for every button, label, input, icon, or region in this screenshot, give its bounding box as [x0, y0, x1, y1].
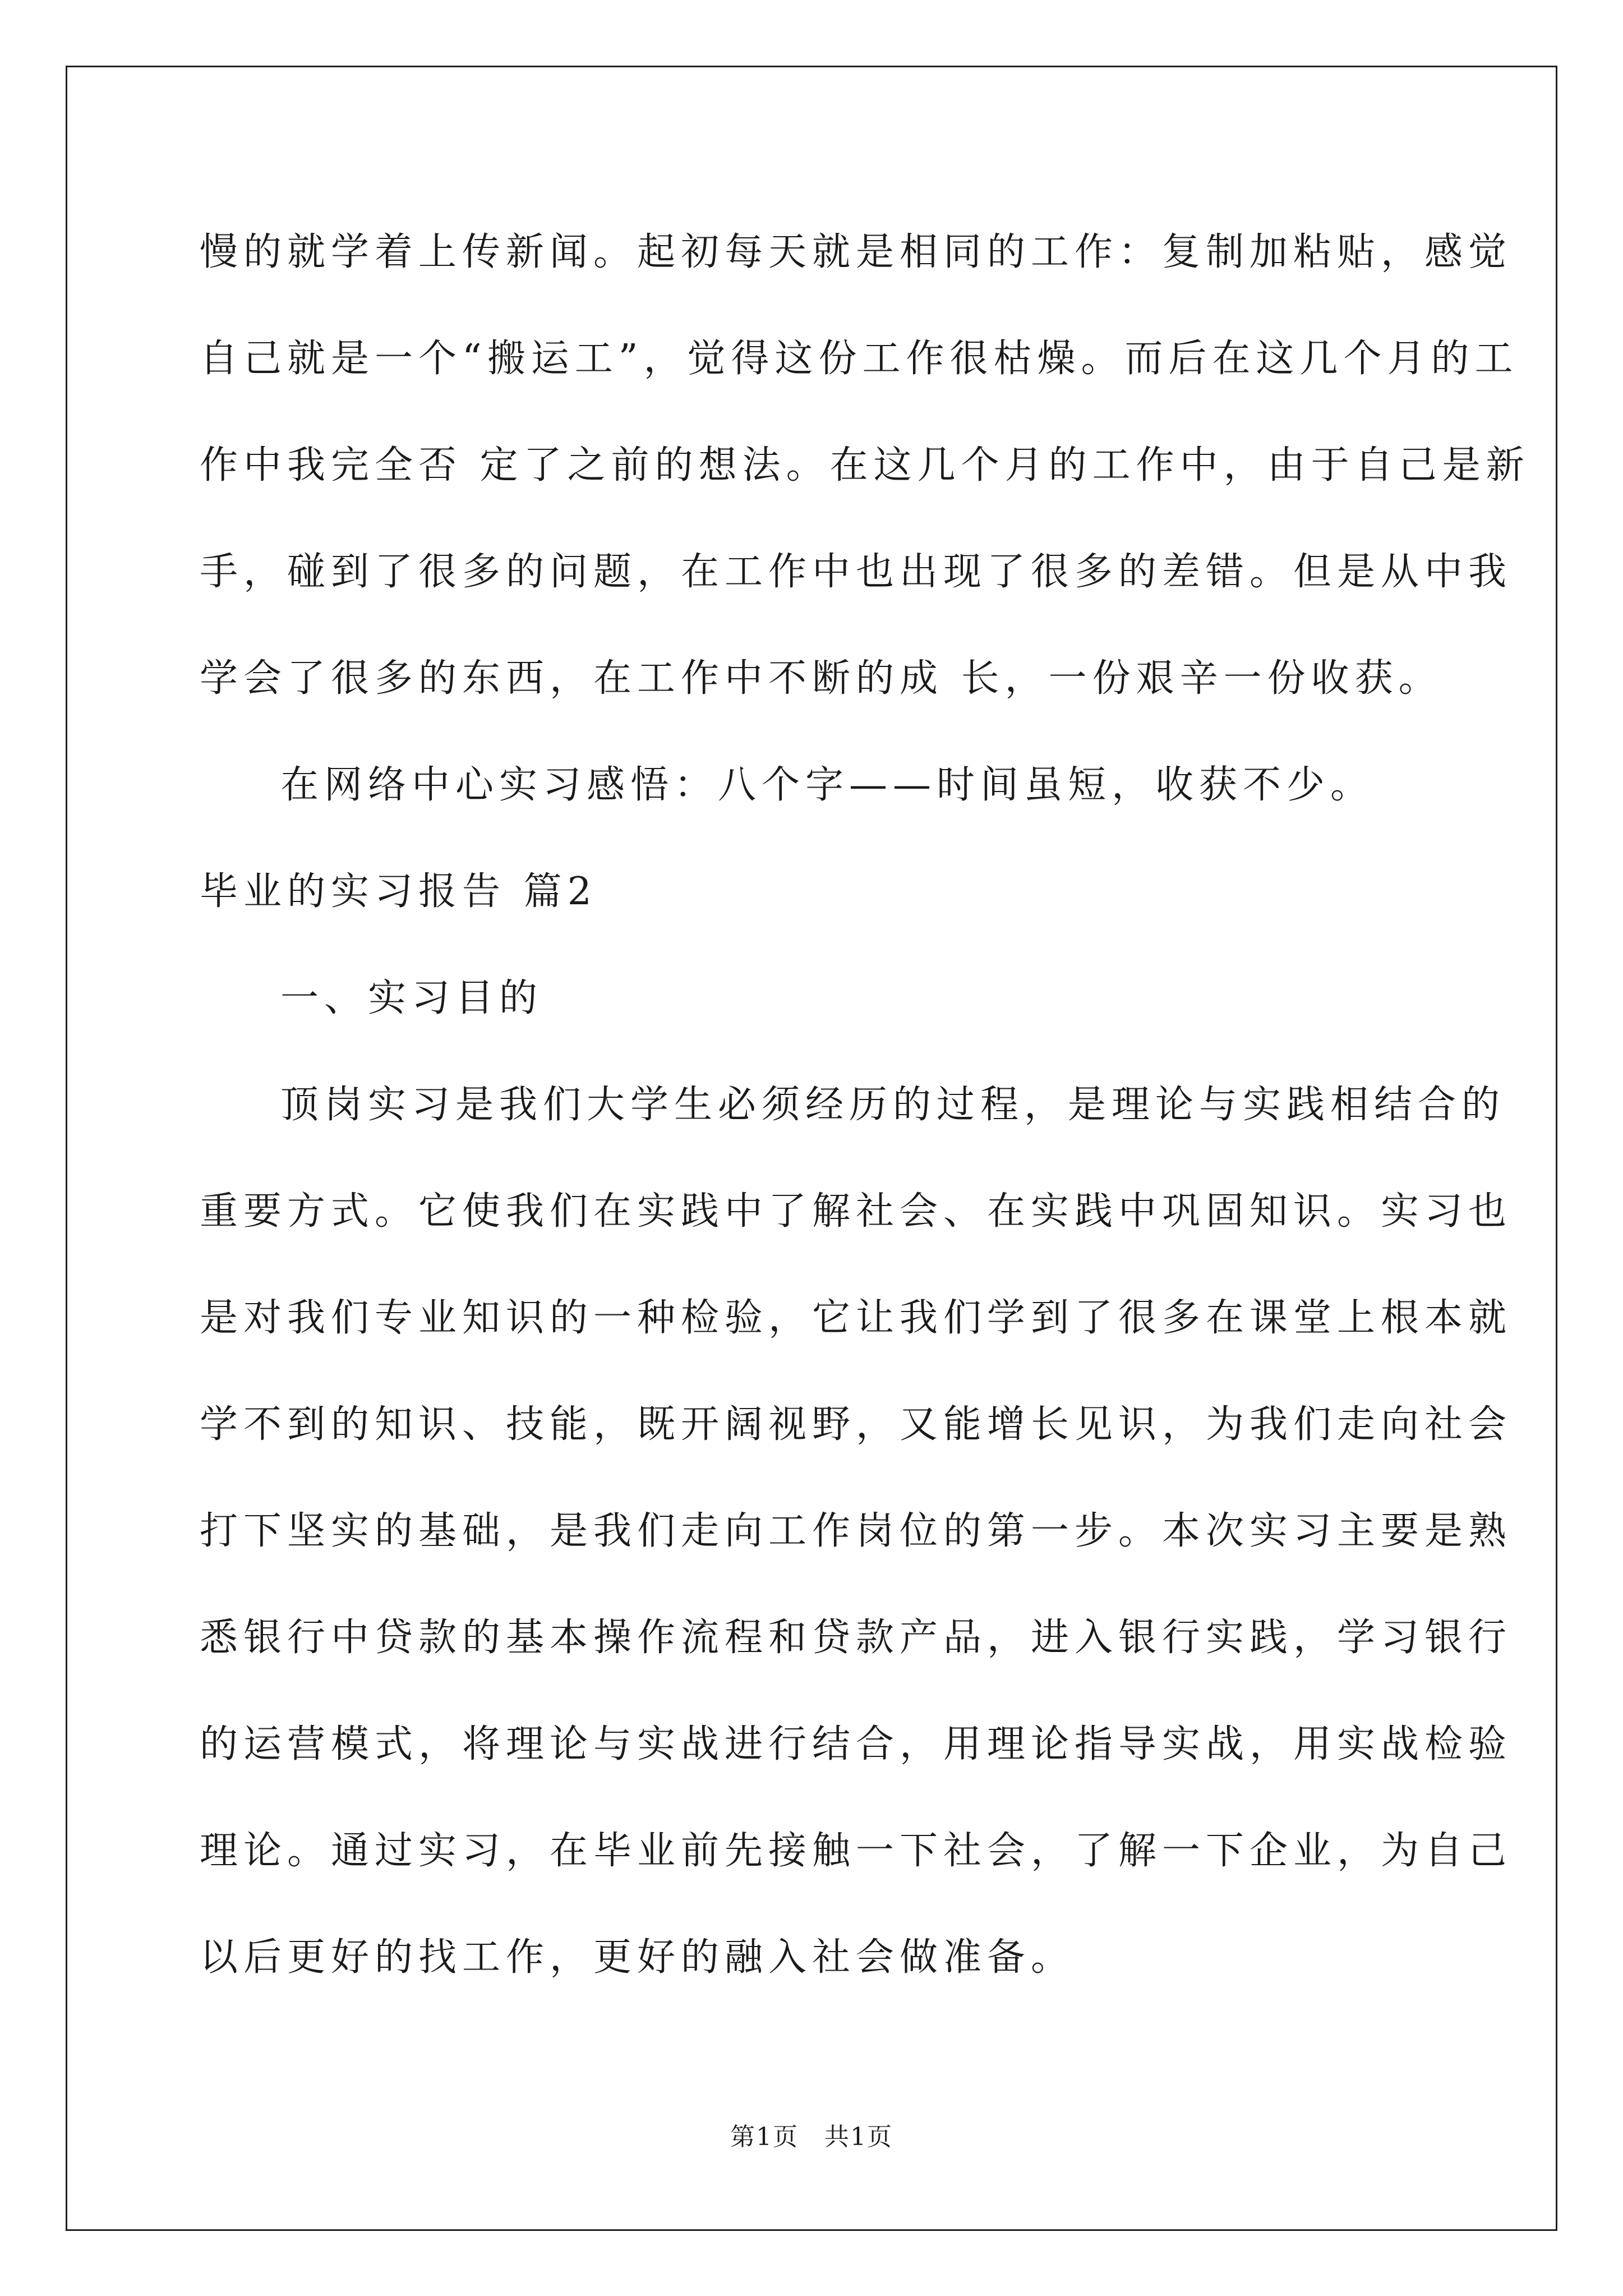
page-frame	[66, 66, 1557, 2231]
text-line-5: 学会了很多的东西，在工作中不断的成 长，一份艰辛一份收获。	[200, 656, 1442, 701]
text-line-11: 是对我们专业知识的一种检验，它让我们学到了很多在课堂上根本就	[200, 1296, 1513, 1340]
text-line-10: 重要方式。它使我们在实践中了解社会、在实践中巩固知识。实习也	[200, 1189, 1513, 1234]
text-line-2: 自己就是一个“搬运工”，觉得这份工作很枯燥。而后在这几个月的工	[200, 337, 1519, 381]
text-line-13: 打下坚实的基础，是我们走向工作岗位的第一步。本次实习主要是熟	[200, 1509, 1513, 1553]
text-line-1: 慢的就学着上传新闻。起初每天就是相同的工作：复制加粘贴，感觉	[200, 230, 1513, 274]
text-line-15: 的运营模式，将理论与实战进行结合，用理论指导实战，用实战检验	[200, 1722, 1513, 1766]
subsection-heading: 一、实习目的	[280, 976, 543, 1020]
text-line-16: 理论。通过实习，在毕业前先接触一下社会，了解一下企业，为自己	[200, 1829, 1513, 1873]
text-line-17: 以后更好的找工作，更好的融入社会做准备。	[200, 1935, 1075, 1980]
text-line-3: 作中我完全否 定了之前的想法。在这几个月的工作中，由于自己是新	[200, 443, 1530, 487]
section-heading: 毕业的实习报告 篇2	[200, 869, 597, 914]
text-line-9: 顶岗实习是我们大学生必须经历的过程，是理论与实践相结合的	[280, 1083, 1506, 1127]
page-footer: 第1页 共1页	[730, 2123, 893, 2151]
text-line-4: 手，碰到了很多的问题，在工作中也出现了很多的差错。但是从中我	[200, 550, 1513, 594]
text-line-6: 在网络中心实习感悟：八个字——时间虽短，收获不少。	[280, 763, 1375, 807]
text-line-14: 悉银行中贷款的基本操作流程和贷款产品，进入银行实践，学习银行	[200, 1616, 1513, 1660]
text-line-12: 学不到的知识、技能，既开阔视野，又能增长见识，为我们走向社会	[200, 1402, 1513, 1447]
